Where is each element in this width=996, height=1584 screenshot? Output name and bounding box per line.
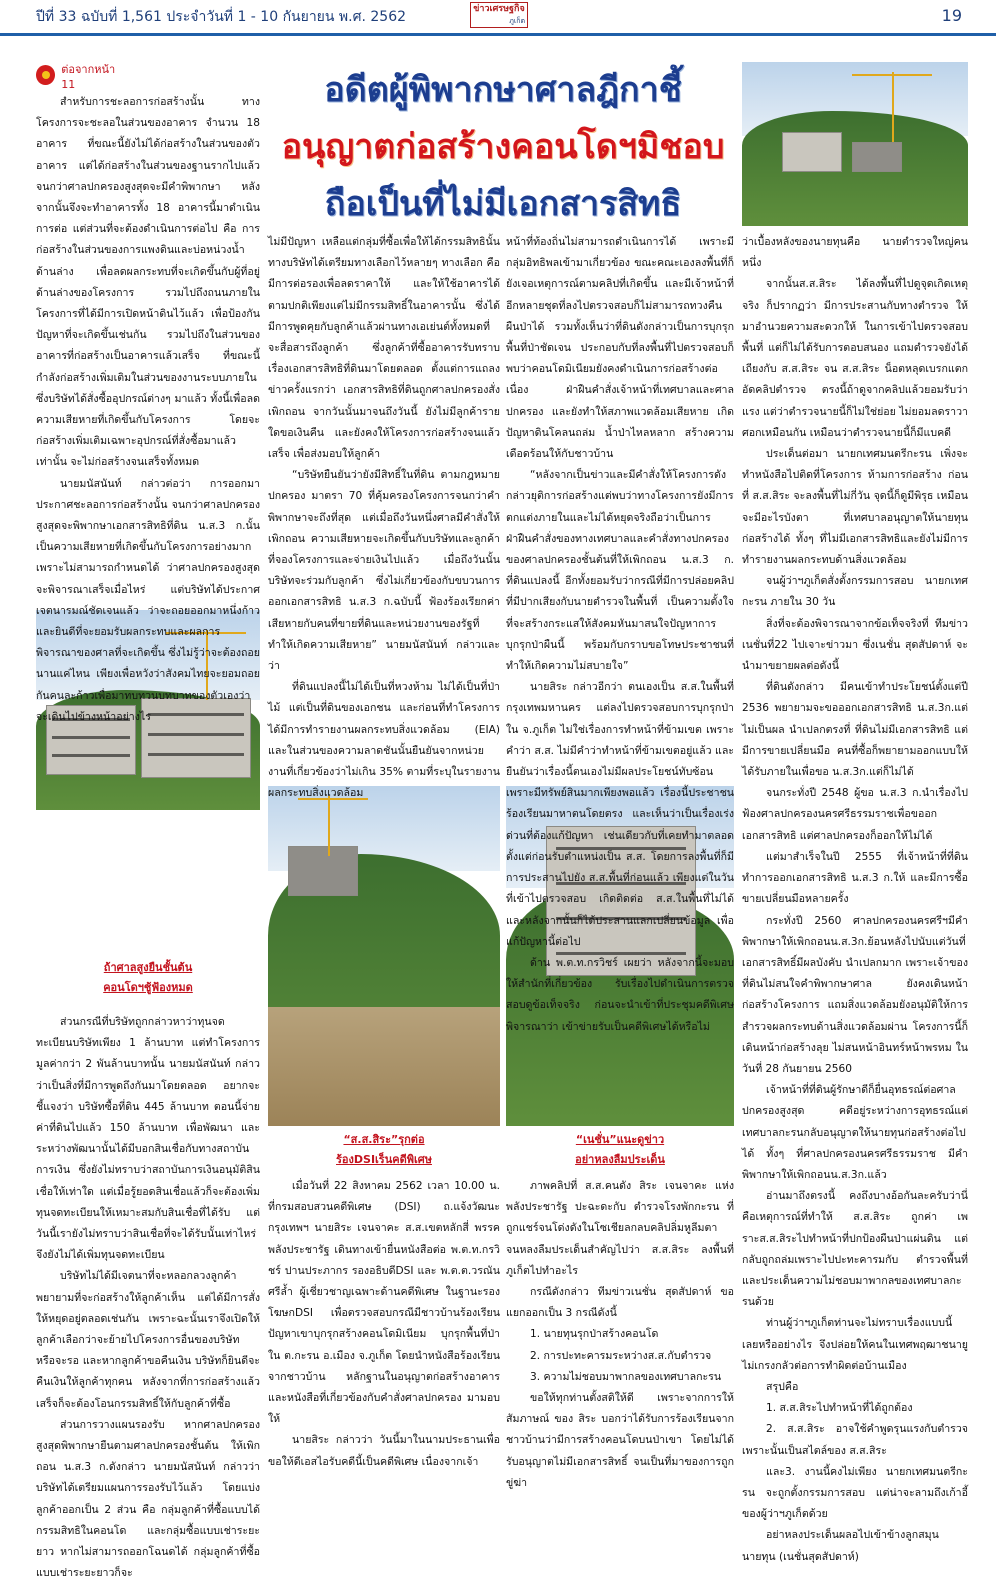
paragraph: สิ่งที่จะต้องพิจารณาจากข้อเท็จจริงที่ ทีมข่าวเนชั่นที่22 ไปเจาะข่าวมา ซึ่งเนชั่น สุดสัปดาห์ จะนำมาขยายผลต่อดังนี้ <box>742 617 968 673</box>
paragraph: ว่าเบื้องหลังของนายทุนคือ นายตำรวจใหญ่คนหนึ่ง <box>742 236 968 270</box>
flower-icon <box>36 65 55 85</box>
paragraph: นายมนัสนันท์ กล่าวต่อว่า การออกมาประกาศชะลอการก่อสร้างนั้น จนกว่าศาลปกครองสูงสุดจะพิพากษาเอกสารสิทธิที่ดิน น.ส.3 ก.นั้น เป็นความเสียหายที่เกิดขึ้นกับโครงการอย่างมาก เพราะไม่สามารถกำหนดได้ ว่าศาลปกครองสูงสุดจะพิจารณาเสร็จเมื่อไหร่ แต่บริษัทได้ประกาศเจตนารมณ์ชัดเจนแล้ว ว่าจะถอยออกมาหนึ่งก้าว และยินดีที่จะยอมรับผลกระทบและผลการพิจารณาของศาลที่จะเกิดขึ้น ซึ่งไม่รู้ว่าจะต้องถอยนานแค่ไหน เพียงเพื่อหวังว่าสังคมไทยจะยอมถอยกันคนละก้าวเพื่อมาทบทวนบทบาทของตัวเองว่าจะเดินไปข้างหน้าอย่างไร <box>36 477 260 723</box>
list-item: 3. ความไม่ชอบมาพากลของเทศบาลกะรน <box>530 1370 722 1383</box>
masthead-subtitle: ภูเก็ต <box>509 17 525 25</box>
caption-photo-2 <box>268 1130 500 1170</box>
paragraph: อย่าหลงประเด็นผลอไปเข้าข้างลูกสมุนนายทุน (เนชั่นสุดสัปดาห์) <box>742 1529 939 1563</box>
continued-marker <box>36 62 130 91</box>
column-2-bottom <box>268 1176 500 1468</box>
paragraph: ส่วนกรณีที่บริษัทถูกกล่าวหาว่าทุนจดทะเบียนบริษัทเพียง 1 ล้านบาท แต่ทำโครงการมูลค่ากว่า 2 พันล้านบาทนั้น นายมนัสนันท์ กล่าวว่าเป็นสิ่งที่มีการพูดถึงกันมาโดยตลอด อยากจะชี้แจงว่า บริษัทซื้อที่ดิน 445 ล้านบาท ตอนนี้จ่ายค่าที่ดินไปแล้ว 150 ล้านบาท เพื่อพัฒนา และระหว่างพัฒนานั้นได้มีบอกสินเชื่อกับทางสถาบันการเงิน ซึ่งยังไม่ทราบว่าสถาบันการเงินอนุมัติสินเชื่อให้เท่าใด แต่เมื่อรู้ยอดสินเชื่อแล้วก็จะต้องเพิ่มทุนจดทะเบียนให้เหมาะสมกับสินเชื่อที่ได้รับ แต่วันนี้เรายังไม่ทราบว่าสินเชื่อที่จะได้รับนั้นเท่าไหร่ จึงยังไม่ได้เพิ่มทุนจดทะเบียน <box>36 1016 260 1262</box>
masthead-logo <box>470 2 528 28</box>
page-number: 19 <box>941 6 962 25</box>
list-item: 1. ส.ส.สิระไปทำหน้าที่ได้ถูกต้อง <box>766 1402 913 1415</box>
caption-3-line-1: “เนชั่น”แนะดูข่าว <box>575 1133 665 1146</box>
paragraph: ไม่มีปัญหา เหลือแต่กลุ่มที่ซื้อเพื่อให้ได้กรรมสิทธินั้น ทางบริษัทได้เตรียมทางเลือกไว้หลายๆ ทางเลือก คือ มีการต่อรองเพื่อลดราคาให้ และให้ใช้อาคารได้ตามปกติเพียงแต่ไม่มีกรรมสิทธิ์ในอาคารนั้น ซึ่งได้มีการพูดคุยกับลูกค้าแล้วผ่านทางเอเย่นต์ทั้งหมดที่จะสื่อสารถึงลูกค้า ซึ่งลูกค้าที่ซื้ออาคารรับทราบเรื่องเอกสารสิทธิที่ดินมาโดยตลอด ตั้งแต่การแถลงข่าวครั้งแรกว่า เอกสารสิทธิที่ดินถูกศาลปกครองสั่งเพิกถอน จากวันนั้นมาจนถึงวันนี้ ยังไม่มีลูกค้ารายใดขอเงินคืน และยังคงให้โครงการก่อสร้างจนแล้วเสร็จ เพื่อส่งมอบให้ลูกค้า <box>268 236 500 461</box>
paragraph: จนกระทั่งปี 2548 ผู้ขอ น.ส.3 ก.นำเรื่องไปฟ้องศาลปกครองนครศรีธรรมราชเพื่อขออกเอกสารสิทธิ แต่ศาลปกครองก็ออกให้ไม่ได้ <box>742 787 968 842</box>
column-3-top <box>506 232 734 1033</box>
paragraph: ขอให้ทุกท่านตั้งสติให้ดี เพราะจากการให้สัมภาษณ์ ของ สิระ บอกว่าได้รับการร้องเรียนจากชาวบ้านว่ามีการสร้างคอนโดบนป่าเขา โดยไม่ได้รับอนุญาตไม่มีเอกสารสิทธิ์ จนเป็นที่มาของการถูกขู่ฆ่า <box>506 1392 734 1489</box>
paragraph: เจ้าหน้าที่ที่ดินผู้รักษาดีก็ยื่นอุทธรณ์ต่อศาลปกครองสูงสุด คดีอยู่ระหว่างการอุทธรณ์แต่เทศบาลกะรนกลับอนุญาตให้นายทุนก่อสร้างต่อไปได้ ทั้งๆ ที่ศาลปกครองนครศรีธรรมราช มีคำพิพากษาให้เพิกถอนน.ส.3ก.แล้ว <box>742 1084 968 1181</box>
paragraph: ภาพคลิปที่ ส.ส.คนดัง สิระ เจนจาคะ แห่งพลังประชารัฐ ปะฉะดะกับ ตำรวจโรงพักกะรน ที่ถูกแชร์จนโด่งดังในโซเชียลกลบคลิปลิ่มหูลีมตา จนหลงลืมประเด็นสำคัญไปว่า ส.ส.สิระ ลงพื้นที่ภูเก็ตไปทำอะไร <box>506 1180 734 1277</box>
page-header <box>0 0 996 36</box>
caption-photo-3 <box>506 1130 734 1170</box>
column-2-top <box>268 232 500 800</box>
list-item: 2. การปะทะคารมระหว่างส.ส.กับตำรวจ <box>530 1349 712 1362</box>
paragraph: อ่านมาถึงตรงนี้ คงถึงบางอ้อกันละครับว่านี่คือเหตุการณ์ที่ทำให้ ส.ส.สิระ ถูกค่า เพราะส.ส.สิระไปทำหน้าที่ปกป้องผืนป่าแผ่นดิน แต่กลับถูกถล่มเพราะไปปะทะคารมกับ ตำรวจพื้นที่ และประเด็นความไม่ชอบมาพากลของเทศบาลกะรนด้วย <box>742 1190 968 1309</box>
issue-info: ปีที่ 33 ฉบับที่ 1,561 ประจำวันที่ 1 - 10 กันยายน พ.ศ. 2562 <box>36 9 407 25</box>
paragraph: “บริษัทยืนยันว่ายังมีสิทธิ์ในที่ดิน ตามกฎหมายปกครอง มาตรา 70 ที่คุ้มครองโครงการจนกว่าคำพิพากษาจะถึงที่สุด แต่เมื่อถึงวันหนึ่งศาลมีคำสั่งให้เพิกถอน ความเสียหายจะเกิดขึ้นกับบริษัทและลูกค้าที่จองโครงการและจ่ายเงินไปแล้ว เมื่อถึงวันนั้น บริษัทจะร่วมกับลูกค้า ซึ่งไม่เกี่ยวข้องกับขบวนการออกเอกสารสิทธิ น.ส.3 ก.ฉบับนี้ ฟ้องร้องเรียกค่าเสียหายกับคนที่ขายที่ดินและหน่วยงานของรัฐที่ทำให้เกิดความเสียหาย” นายมนัสนันท์ กล่าวและว่า <box>268 469 500 673</box>
list-item: 2. ส.ส.สิระ อาจใช้คำพูดรุนแรงกับตำรวจเพราะนั้นเป็นสไตล์ของ ส.ส.สิระ <box>742 1423 968 1457</box>
paragraph: จนผู้ว่าฯภูเก็ตสั่งตั้งกรรมการสอบ นายกเทศกะรน ภายใน 30 วัน <box>742 575 968 609</box>
paragraph: บริษัทไม่ได้มีเจตนาที่จะหลอกลวงลูกค้า พยายามที่จะก่อสร้างให้ลูกค้าเห็น แต่ได้มีการสั่งให้หยุดอยู่ตลอดเช่นกัน เพราะฉะนั้นเราจึงเปิดให้ลูกค้าเลือกว่าจะย้ายไปโครงการอื่นของบริษัท หรือจะรอ และหากลูกค้าขอคืนเงิน บริษัทก็ยินดีจะคืนเงินให้ลูกค้าทุกคน หลังจากที่การก่อสร้างแล้วเสร็จก็จะต้องโอนกรรมสิทธิ์ให้กับลูกค้าที่ซื้อ <box>36 1270 260 1410</box>
photo-hillside-construction <box>742 62 968 226</box>
list-item: และ3. งานนี้คงไม่เพียง นายกเทศมนตรีกะรน จะถูกตั้งกรรมการสอบ แต่น่าจะลามถึงเก้าอี้ของผู้ว่าฯภูเก็ตด้วย <box>742 1465 968 1521</box>
paragraph: กระทั่งปี 2560 ศาลปกครองนครศรีฯมีคำพิพากษาให้เพิกถอนน.ส.3ก.ย้อนหลังไปนับแต่วันที่เอกสารสิทธิ์มีผลบังคับ นำเปลกมาก เพราะเจ้าของที่ดินไม่สนใจคำพิพากษาศาล ยังคงเดินหน้าก่อสร้างโครงการ แถมสิ่งแวดล้อมยังอนุมัติให้การสำรวจผลกระทบด้านสิ่งแวดล้อมผ่าน โครงการนี้ก็เดินหน้าก่อสร้างลุย ไม่สนหน้าอินทร์หน้าพรหม ในวันที่ 28 กันยายน 2560 <box>742 914 968 1075</box>
caption-photo-1 <box>36 958 260 998</box>
paragraph: จากนั้นส.ส.สิระ ได้ลงพื้นที่ไปดูจุดเกิดเหตุจริง ก็ปรากฏว่า มีการประสานกับทางตำรวจ ให้มาอำนวยความสะดวกให้ ในการเข้าไปตรวจสอบพื้นที่ แต่ก็ไม่ได้รับการตอบสนอง แถมตำรวจยังได้เถียงกับ ส.ส.สิระ จน ส.ส.สิระ น็อตหลุดเบรกแตก อัดคลิปตำรวจ ตรงนี้ถ้าดูจากคลิปแล้วยอมรับว่าแรง แต่ว่าตำรวจนายนี้ก็ไม่ใช่ย่อย ไม่ยอมลดราวาศอกเหมือนกัน เหมือนว่าตำรวจนายนี้ก็มีแบคดี <box>742 278 968 439</box>
caption-2-line-1: “ส.ส.สิระ”รุกต่อ <box>343 1133 425 1146</box>
paragraph: ที่ดินแปลงนี้ไม่ได้เป็นที่หวงห้าม ไม่ได้เป็นที่ป่าไม้ แต่เป็นที่ดินของเอกชน และก่อนที่ทำโครงการได้มีการทำรายงานผลกระทบสิ่งแวดล้อม (EIA) และในส่วนของความลาดชันนั้นยืนยันจากหน่วยงานที่เกี่ยวข้องว่าไม่เกิน 35% ตามที่ระบุในรายงานผลกระทบสิ่งแวดล้อม <box>268 681 500 800</box>
paragraph: กรณีดังกล่าว ทีมข่าวเนชั่น สุดสัปดาห์ ขอแยกออกเป็น 3 กรณีดังนี้ <box>506 1286 734 1320</box>
paragraph: ประเด็นต่อมา นายกเทศมนตรีกะรน เพิ่งจะทำหนังสือไปติดที่โครงการ ห้ามการก่อสร้าง ก่อนที่ ส.ส.สิระ จะลงพื้นที่ไม่กี่วัน จุดนี้ก็ดูมีพิรุธ เหมือนจะมีอะไรบังตา ที่เทศบาลอนุญาตให้นายทุนก่อสร้างได้ ทั้งๆ ที่ไม่มีเอกสารสิทธิและยังไม่มีการทำรายงานผลกระทบด้านสิ่งแวดล้อม <box>742 448 968 567</box>
paragraph: แต่มาสำเร็จในปี 2555 ที่เจ้าหน้าที่ที่ดินทำการออกเอกสารสิทธิ น.ส.3 ก.ให้ และมีการซื้อขายเปลี่ยนมือหลายครั้ง <box>742 850 968 906</box>
column-1-bottom <box>36 1012 260 1580</box>
headline <box>268 62 738 233</box>
paragraph: ท่านผู้ว่าฯภูเก็ตท่านจะไม่ทราบเรื่องแบบนี้เลยหรืออย่างไร จึงปล่อยให้คนในเทศพฤฒาชนายู ไม่เกรงกลัวต่อการทำผิดต่อบ้านเมือง <box>742 1317 968 1372</box>
photo-cleared-slope <box>268 786 500 1126</box>
paragraph: เมื่อวันที่ 22 สิงหาคม 2562 เวลา 10.00 น. ที่กรมสอบสวนคดีพิเศษ (DSI) ถ.แจ้งวัฒนะ กรุงเทพฯ นายสิระ เจนจาคะ ส.ส.เขตหลักสี่ พรรคพลังประชารัฐ เดินทางเข้ายื่นหนังสือต่อ พ.ต.ท.กรวิชร์ ปานประภากร รองอธิบดีDSI และ พ.ต.ต.วรณัน ศรีล้ำ ผู้เชี่ยวชาญเฉพาะด้านคดีพิเศษ ในฐานะรองโฆษกDSI เพื่อตรวจสอบกรณีมีชาวบ้านร้องเรียนปัญหาเขาบุกรุกสร้างคอนโดมิเนียม บุกรุกพื้นที่ป่าใน ต.กะรน อ.เมือง จ.ภูเก็ต โดยนำหนังสือร้องเรียนจากชาวบ้าน หลักฐานในอนุญาตก่อสร้างอาคาร และหนังสือที่เกี่ยวข้องกับคำสั่งศาลปกครอง มามอบให้ <box>268 1180 500 1426</box>
caption-1-line-1: ถ้าศาลสูงยืนชั้นต้น <box>103 961 193 974</box>
caption-1-line-2: คอนโดฯชู้ฟ้องหมด <box>103 981 193 994</box>
paragraph: ที่ดินดังกล่าว มีคนเข้าทำประโยชน์ตั้งแต่ปี 2536 พยายามจะขอออกเอกสารสิทธิ น.ส.3ก.แต่ไม่เป็นผล นำเปลกตรงที่ ที่ดินไม่มีเอกสารสิทธิ แต่มีการขายเปลี่ยนมือ คนที่ซื้อก็พยายามออกแบบให้ได้รับภายในเพื่อขอ น.ส.3ก.แต่ก็ไม่ได้ <box>742 681 968 779</box>
paragraph: สรุปคือ <box>766 1380 799 1393</box>
paragraph: นายสิระ กล่าวว่า วันนี้มาในนามประธานเพื่อขอให้ดีเอสไอรับคดีนี้เป็นคดีพิเศษ เนื่องจากเจ้า <box>268 1434 500 1468</box>
paragraph: สำหรับการชะลอการก่อสร้างนั้น ทางโครงการจะชะลอในส่วนของอาคาร จำนวน 18 อาคาร ที่ขณะนี้ยังไม่ได้ก่อสร้างในส่วนของตัวอาคาร แต่ได้ก่อสร้างในส่วนของฐานรากไปแล้ว จนกว่าศาลปกครองสูงสุดจะมีคำพิพากษา หลังจากนั้นจึงจะทำอาคารทั้ง 18 อาคารนี้มาดำเนินการต่อ แต่ส่วนที่จะต้องดำเนินการต่อไป คือ การก่อสร้างในส่วนของการแพงดินและบ่อหน่วงน้ำด้านล่าง เพื่อลดผลกระทบที่จะเกิดขึ้นกับผู้ที่อยู่ด้านล่างของโครงการ รวมไปถึงถนนภายในโครงการที่ได้มีการเปิดหน้าดินไว้แล้ว เพื่อป้องกันปัญหาที่จะเกิดขึ้นเช่นกัน รวมไปถึงในส่วนของอาคารที่ก่อสร้างเป็นอาคารแล้วเสร็จ ที่ขณะนี้กำลังก่อสร้างเพิ่มเติมในส่วนของงานระบบภายใน ซึ่งบริษัทได้สั่งซื้ออุปกรณ์ต่างๆ มาแล้ว ทั้งนี้เพื่อลดความเสียหายที่เกิดขึ้นกับโครงการ โดยจะก่อสร้างเพิ่มเติมเฉพาะอุปกรณ์ที่สั่งซื้อมาแล้วเท่านั้น จะไม่ก่อสร้างจนเสร็จทั้งหมด <box>36 96 260 469</box>
paragraph: ด้าน พ.ต.ท.กรวิชร์ เผยว่า หลังจากนี้จะมอบให้สำนักที่เกี่ยวข้อง รับเรื่องไปดำเนินการตรวจสอบดูข้อเท็จจริง ก่อนจะนำเข้าที่ประชุมคดีพิเศษพิจารณาว่า เข้าข่ายรับเป็นคดีพิเศษได้หรือไม่ <box>506 956 734 1033</box>
paragraph: ส่วนการวางแผนรองรับ หากศาลปกครองสูงสุดพิพากษายืนตามศาลปกครองชั้นต้น ให้เพิกถอน น.ส.3 ก.ดังกล่าว นายมนัสนันท์ กล่าวว่า บริษัทได้เตรียมแผนการรองรับไว้แล้ว โดยแบ่งลูกค้าออกเป็น 2 ส่วน คือ กลุ่มลูกค้าที่ซื้อแบบได้กรรมสิทธิในคอนโด และกลุ่มซื้อแบบเช่าระยะยาว หากไม่สามารถออกโฉนดได้ กลุ่มลูกค้าที่ซื้อแบบเช่าระยะยาวก็จะ <box>36 1418 260 1580</box>
headline-line-1: อดีตผู้พิพากษาศาลฎีกาชี้ <box>324 70 682 110</box>
paragraph: นายสิระ กล่าวอีกว่า ตนเองเป็น ส.ส.ในพื้นที่กรุงเทพมหานคร แต่ลงไปตรวจสอบการบุกรุกป่าใน จ.ภูเก็ต ไม่ใช่เรื่องการทำหน้าที่ข้ามเขต เพราะคำว่า ส.ส. ไม่มีคำว่าทำหน้าที่ข้ามเขตอยู่แล้ว และยืนยันว่าเรื่องนี้ตนเองไม่มีผลประโยชน์ทับซ้อนเพราะมีทรัพย์สินมากเพียงพอแล้ว เรื่องนี้ประชาชนร้องเรียนมาหาตนโดยตรง และเห็นว่าเป็นเรื่องเร่งด่วนที่ต้องแก้ปัญหา เช่นเดียวกับที่เคยทำมาตลอดตั้งแต่ก่อนรับตำแหน่งเป็น ส.ส. โดยการลงพื้นที่ก็มีการประสานไปยัง ส.ส.พื้นที่ก่อนแล้ว เพียงแต่ในวันที่เข้าไปตรวจสอบ เกิดติดต่อ ส.ส.ในพื้นที่ไม่ได้ และหลังจากนั้นก็ได้ประสานแลกเปลี่ยนข้อมูล เพื่อแก้ปัญหานี้ต่อไป <box>506 681 734 948</box>
caption-3-line-2: อย่าหลงลืมประเด็น <box>575 1153 665 1166</box>
headline-line-3: ถือเป็นที่ไม่มีเอกสารสิทธิ <box>324 184 682 224</box>
column-4 <box>742 232 968 1563</box>
paragraph: “หลังจากเป็นข่าวและมีคำสั่งให้โครงการดังกล่าวยุติการก่อสร้างแต่พบว่าทางโครงการยังมีการตกแต่งภายในและไม่ได้หยุดจริงถือว่าเป็นการฝ่าฝืนคำสั่งของทางเทศบาลและคำสั่งทางปกครองของศาลปกครองชั้นต้นที่ให้เพิกถอน น.ส.3 ก. ที่ดินแปลงนี้ อีกทั้งยอมรับว่ากรณีที่มีการปล่อยคลิปที่มีปากเสียงกับนายตำรวจในพื้นที่ เป็นความตั้งใจที่จะสร้างกระแสให้สังคมหันมาสนใจปัญหาการบุกรุกป่าผืนนี้ พร้อมกับกราบขอโทษประชาชนที่ทำให้เกิดความไม่สบายใจ” <box>506 469 734 673</box>
list-item: 1. นายทุนรุกป่าสร้างคอนโด <box>530 1328 659 1341</box>
headline-line-2: อนุญาตก่อสร้างคอนโดฯมิชอบ <box>281 127 725 167</box>
continued-label: ต่อจากหน้า 11 <box>61 62 116 91</box>
masthead-title: ข่าวเศรษฐกิจ <box>473 4 525 14</box>
column-1-top <box>36 92 260 723</box>
column-3-bottom <box>506 1176 734 1489</box>
paragraph: หน้าที่ท้องถิ่นไม่สามารถดำเนินการได้ เพราะมีกลุ่มอิทธิพลเข้ามาเกี่ยวข้อง ขณะคณะเองลงพื้นที่ก็ยังเจอเหตุการณ์ตามคลิปที่เกิดขึ้น และมีเจ้าหน้าที่อีกหลายชุดที่ลงไปตรวจสอบก็ไม่สามารถทวงคืนผืนป่าได้ รวมทั้งเห็นว่าที่ดินดังกล่าวเป็นการบุกรุกพื้นที่ป่าชัดเจน ประกอบกับที่ลงพื้นที่ไปตรวจสอบก็พบว่าคอนโดมิเนียมยังคงดำเนินการก่อสร้างต่อเนื่อง ฝ่าฝืนคำสั่งเจ้าหน้าที่เทศบาลและศาลปกครอง และยังทำให้สภาพแวดล้อมเสียหาย เกิดปัญหาดินโคลนถล่ม น้ำป่าไหลหลาก สร้างความเดือดร้อนให้กับชาวบ้าน <box>506 236 734 461</box>
caption-2-line-2: ร้องDSIเร็นคดีพิเศษ <box>336 1153 432 1166</box>
